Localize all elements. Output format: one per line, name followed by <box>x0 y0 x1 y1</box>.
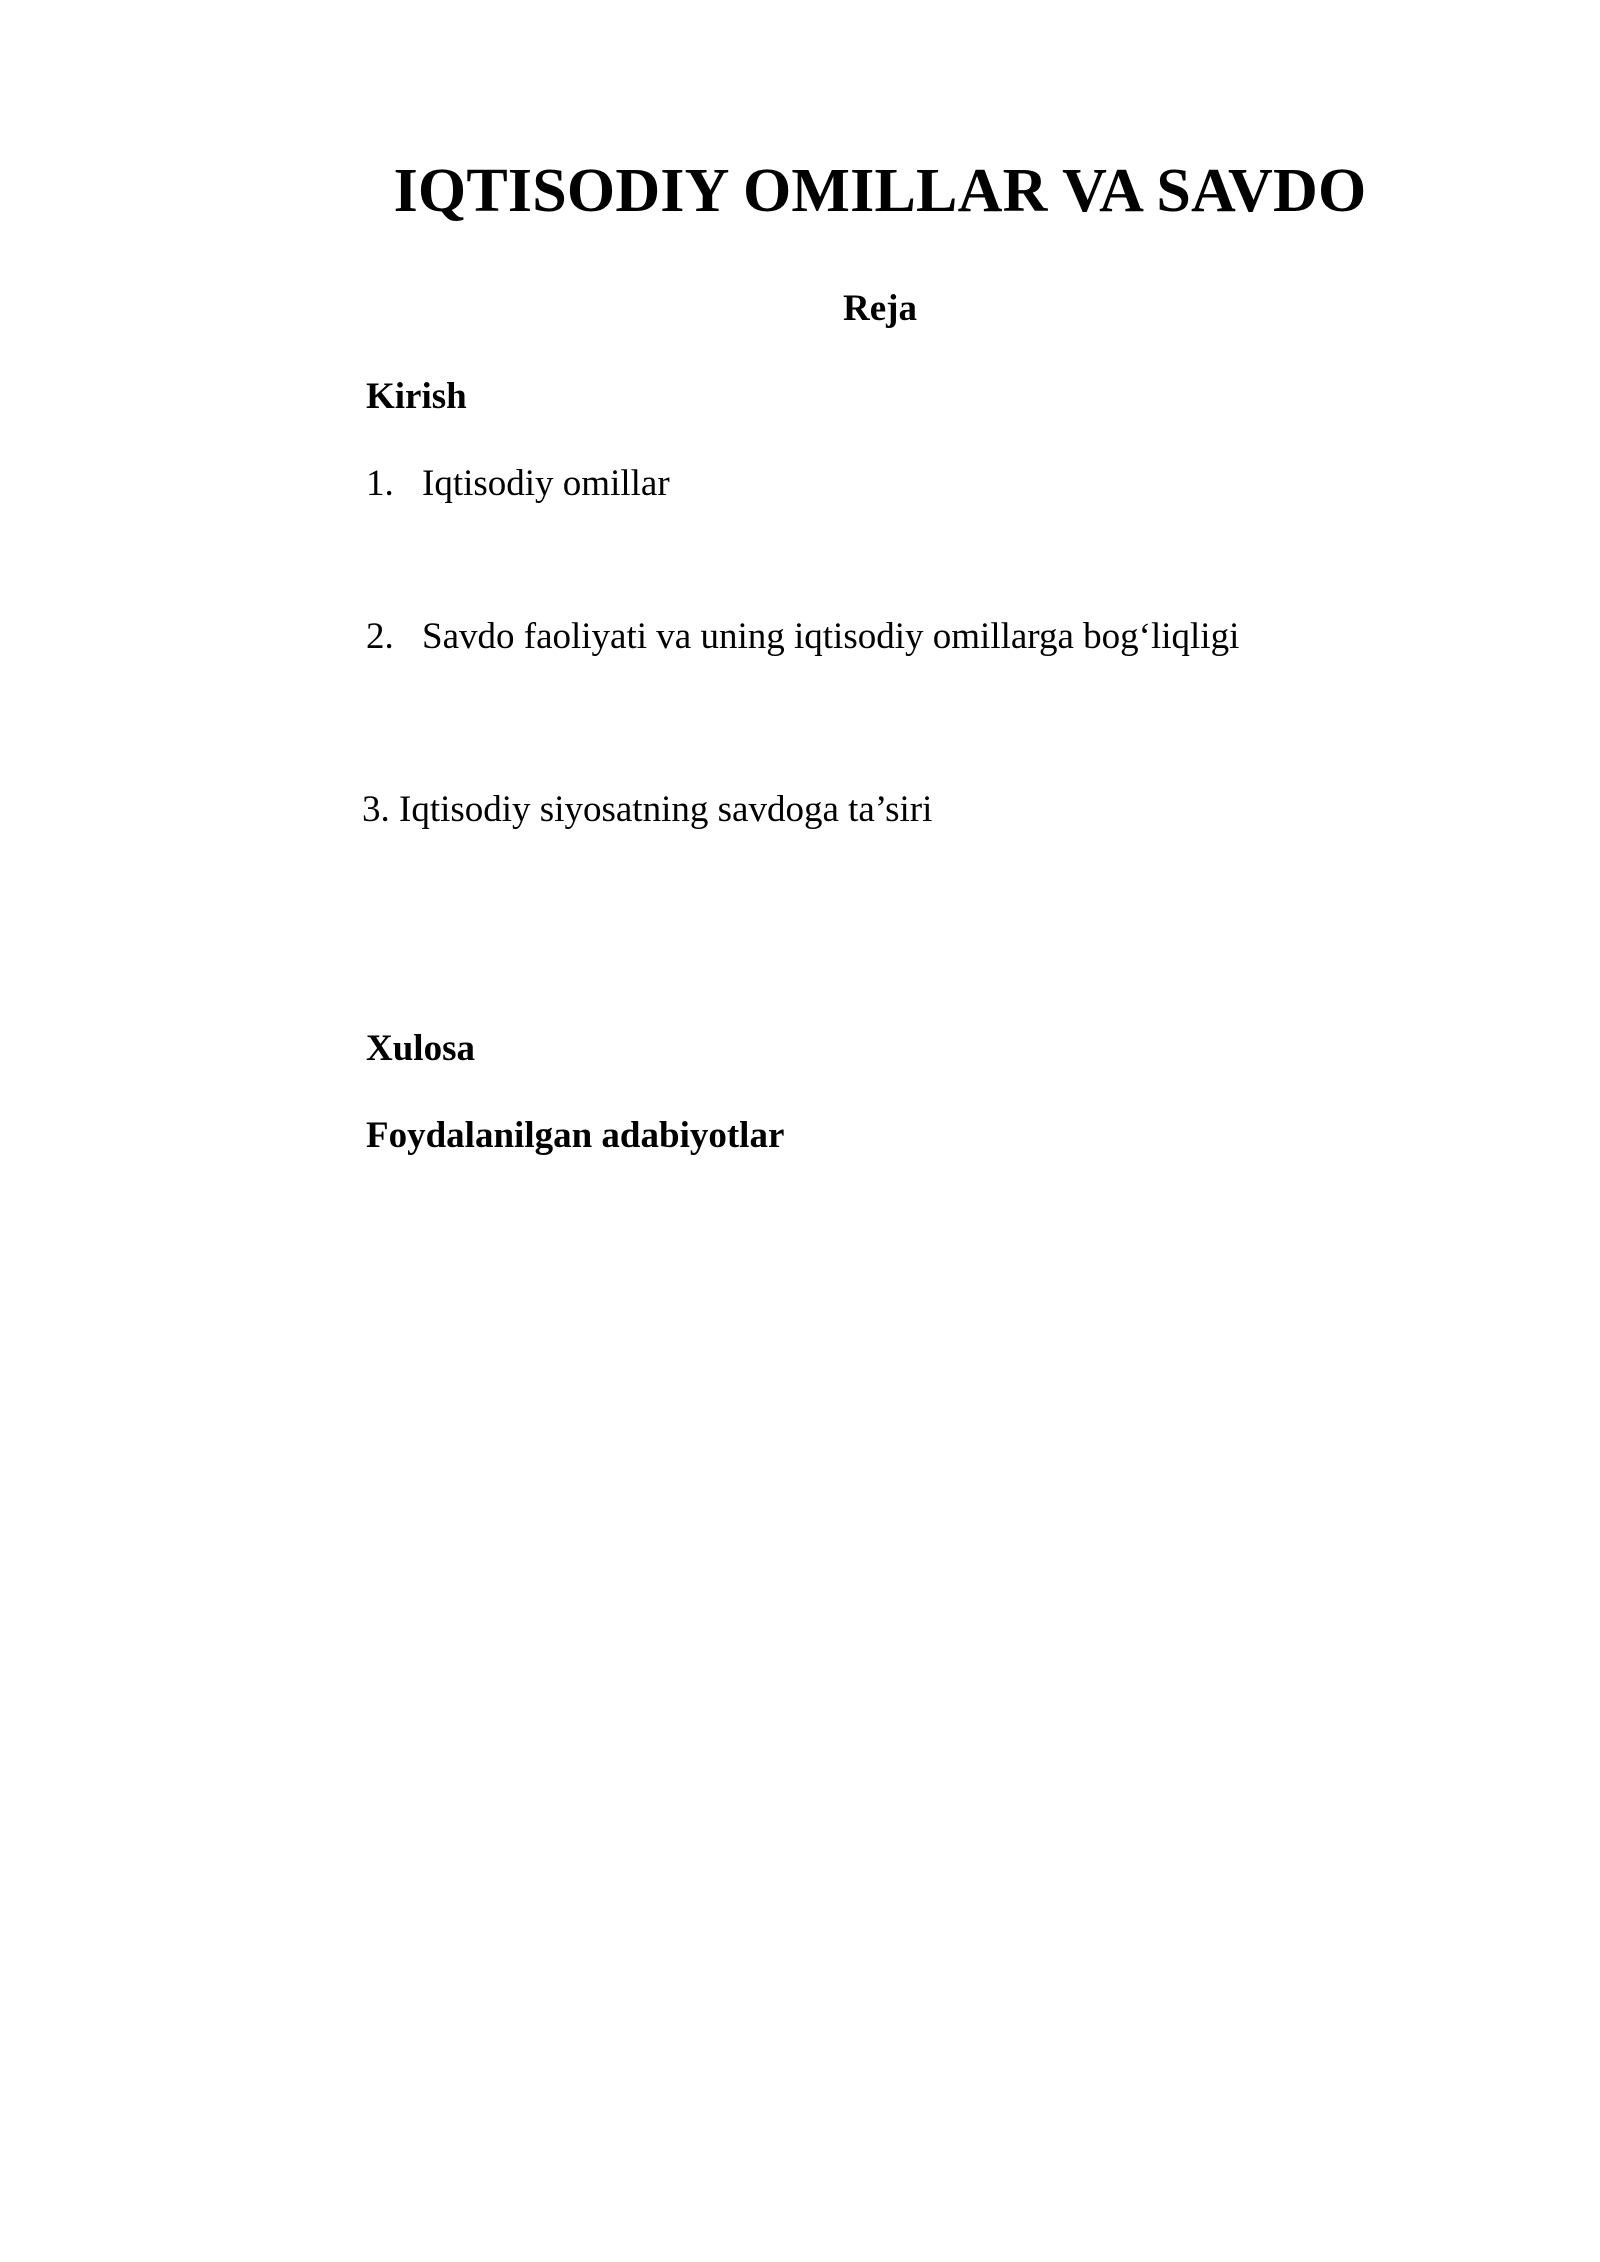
plan-heading: Reja <box>843 288 917 329</box>
document-title: IQTISODIY OMILLAR VA SAVDO <box>393 157 1367 225</box>
conclusion-heading: Xulosa <box>366 1028 475 1069</box>
plan-item-3: 3. Iqtisodiy siyosatning savdoga ta’siri <box>362 789 933 830</box>
plan-item-1-text: Iqtisodiy omillar <box>422 463 670 504</box>
plan-item-2 <box>366 618 1239 655</box>
plan-item-1-number: 1. <box>366 463 394 504</box>
plan-item-1 <box>366 465 670 502</box>
references-heading: Foydalanilgan adabiyotlar <box>366 1115 785 1156</box>
plan-item-2-text: Savdo faoliyati va uning iqtisodiy omillarga bog‘liqligi <box>422 616 1240 657</box>
intro-heading: Kirish <box>366 376 467 417</box>
plan-item-2-number: 2. <box>366 616 394 657</box>
